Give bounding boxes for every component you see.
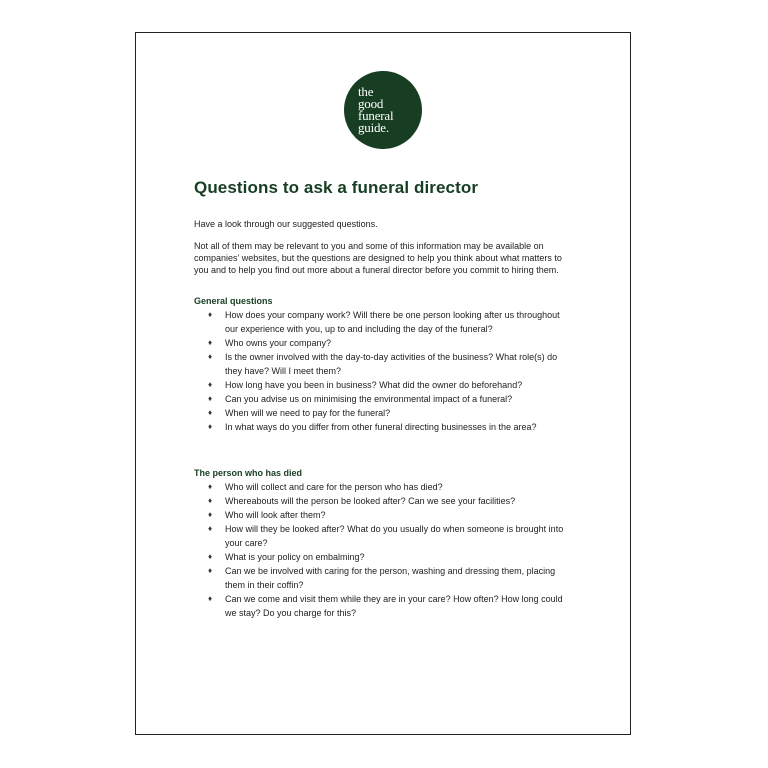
question-item bbox=[194, 508, 574, 522]
question-text: How does your company work? Will there be one person looking after us throughout our experience with you, up to and including the day of the funeral? bbox=[225, 310, 560, 334]
question-item bbox=[194, 336, 574, 350]
question-item bbox=[194, 494, 574, 508]
logo-line: guide. bbox=[358, 120, 389, 135]
section-person-who-has-died bbox=[194, 468, 574, 620]
logo-line: the bbox=[358, 84, 374, 99]
diamond-bullet-icon: ♦ bbox=[208, 394, 213, 403]
diamond-bullet-icon: ♦ bbox=[208, 408, 213, 417]
good-funeral-guide-logo bbox=[344, 71, 422, 149]
question-item bbox=[194, 378, 574, 392]
diamond-bullet-icon: ♦ bbox=[208, 524, 213, 533]
question-item bbox=[194, 550, 574, 564]
intro-text: Have a look through our suggested questions. bbox=[194, 219, 378, 229]
question-text: Can we come and visit them while they are in your care? How often? How long could we stay? Do you charge for this? bbox=[225, 594, 563, 618]
diamond-bullet-icon: ♦ bbox=[208, 422, 213, 431]
diamond-bullet-icon: ♦ bbox=[208, 352, 213, 361]
question-item bbox=[194, 480, 574, 494]
diamond-bullet-icon: ♦ bbox=[208, 496, 213, 505]
diamond-bullet-icon: ♦ bbox=[208, 552, 213, 561]
question-item bbox=[194, 350, 574, 378]
question-item bbox=[194, 308, 574, 336]
question-text: Who will collect and care for the person who has died? bbox=[225, 482, 443, 492]
diamond-bullet-icon: ♦ bbox=[208, 380, 213, 389]
question-text: When will we need to pay for the funeral? bbox=[225, 408, 391, 418]
section-heading: The person who has died bbox=[194, 468, 303, 478]
question-text: How will they be looked after? What do you usually do when someone is brought into your care? bbox=[225, 524, 564, 548]
question-list bbox=[194, 308, 574, 434]
page-title: Questions to ask a funeral director bbox=[194, 178, 479, 197]
question-text: Can we be involved with caring for the person, washing and dressing them, placing them in their coffin? bbox=[225, 566, 556, 590]
question-text: What is your policy on embalming? bbox=[225, 552, 365, 562]
diamond-bullet-icon: ♦ bbox=[208, 594, 213, 603]
diamond-bullet-icon: ♦ bbox=[208, 566, 213, 575]
section-heading: General questions bbox=[194, 296, 273, 306]
intro-paragraph: Not all of them may be relevant to you and some of this information may be available on companies’ websites, but the questions are designed to help you think about what matters to you and to help you find out more about a funeral director before you commit to hiring them. bbox=[194, 241, 562, 275]
question-item bbox=[194, 406, 574, 420]
diamond-bullet-icon: ♦ bbox=[208, 338, 213, 347]
question-text: Who will look after them? bbox=[225, 510, 326, 520]
question-text: In what ways do you differ from other funeral directing businesses in the area? bbox=[225, 422, 537, 432]
question-item bbox=[194, 392, 574, 406]
question-item bbox=[194, 592, 574, 620]
diamond-bullet-icon: ♦ bbox=[208, 482, 213, 491]
diamond-bullet-icon: ♦ bbox=[208, 310, 213, 319]
question-item bbox=[194, 420, 574, 434]
logo-line: good bbox=[358, 96, 384, 111]
question-text: Can you advise us on minimising the environmental impact of a funeral? bbox=[225, 394, 513, 404]
document-content bbox=[194, 178, 574, 620]
diamond-bullet-icon: ♦ bbox=[208, 510, 213, 519]
question-item bbox=[194, 522, 574, 550]
question-text: Whereabouts will the person be looked after? Can we see your facilities? bbox=[225, 496, 516, 506]
question-text: Is the owner involved with the day-to-day activities of the business? What role(s) do they have? Will I meet them? bbox=[225, 352, 558, 376]
question-item bbox=[194, 564, 574, 592]
question-text: How long have you been in business? What did the owner do beforehand? bbox=[225, 380, 523, 390]
logo-line: funeral bbox=[358, 108, 394, 123]
document-page bbox=[135, 32, 631, 735]
question-text: Who owns your company? bbox=[225, 338, 332, 348]
question-list bbox=[194, 480, 574, 620]
section-general-questions bbox=[194, 296, 574, 434]
